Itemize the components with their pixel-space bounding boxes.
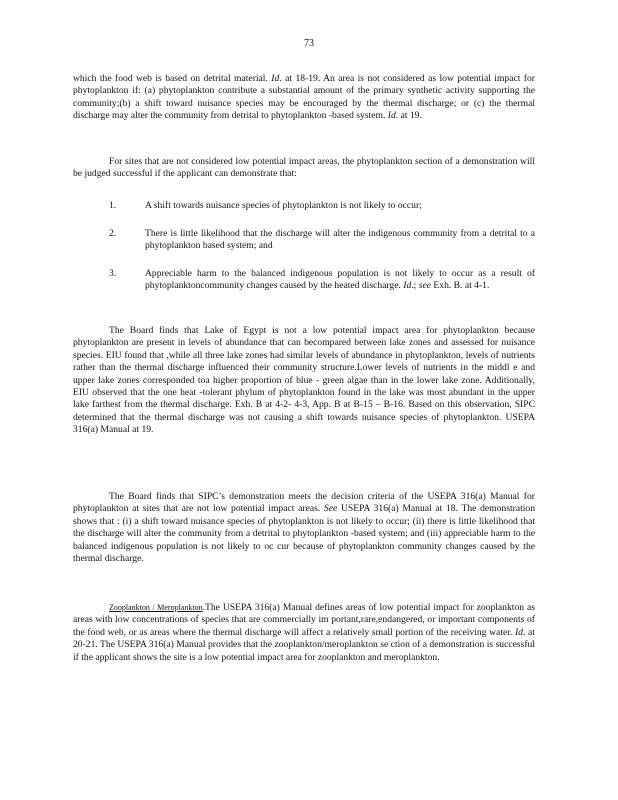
list-item-text-block <box>145 268 535 293</box>
section-heading-zooplankton: Zooplankton / Meroplankton <box>109 603 203 612</box>
list-item-text: There is little likelihood that the discharge will alter the indigenous community from a detrital to a phytoplankton based system; and <box>145 228 535 252</box>
p5-id-cite: Id <box>514 626 523 638</box>
p2-text: For sites that are not considered low potential impact areas, the phytoplankton section of a demonstration will be judged successful if the applicant can demonstrate that: <box>73 156 535 180</box>
p1-after-cite: . at 18-19. An area is not considered as low potential impact for phytoplankton if: (a) phytoplankton contribute a substantial amount of the primary synthetic activity supporting the community;(b) a shift toward nuisance species may be encouraged by the thermal discharge; or (c) the thermal discharge may alter the community from detrital to phytoplankton -based system. <box>73 73 535 122</box>
paragraph-sipc-demonstration-finding <box>73 491 535 565</box>
list-item-text: Appreciable harm to the balanced indigenous population is not likely to occur as a result of phytoplanktoncommunity changes caused by the heated discharge. <box>145 268 535 292</box>
paragraph-detrital-food-web <box>73 73 535 123</box>
list-item-mid: .; <box>411 280 417 292</box>
p1-text: which the food web is based on detrital material. <box>73 73 268 84</box>
p4-text: The Board finds that SIPC’s demonstration meets the decision criteria of the USEPA 316(a) Manual for phytoplankton at sites that are not low potential impact areas. <box>73 491 535 515</box>
list-item-end: Exh. B. at 4-1. <box>433 280 490 292</box>
paragraph-demonstration-criteria <box>73 156 535 181</box>
paragraph-lake-of-egypt-finding <box>73 325 535 437</box>
list-item-see: see <box>418 280 431 292</box>
page-number: 73 <box>304 38 314 49</box>
p1-id-cite-2: Id <box>387 110 396 122</box>
p5-rest: . at 20-21. The USEPA 316(a) Manual provides that the zooplankton/meroplankton se ction of a demonstration is successful if the applicant shows the site is a low potential impact area for zooplankton and meroplankton. <box>73 626 535 663</box>
list-item-number: 1. <box>109 200 117 211</box>
p4-see: See <box>323 503 338 515</box>
list-item-id-cite: Id <box>403 280 412 292</box>
list-item-number: 2. <box>109 228 117 239</box>
p3-text: The Board finds that Lake of Egypt is not a low potential impact area for phytoplankton because phytoplankton are present in levels of abundance that can becompared between lake zones and assessed for nuisance species. EIU found that ,while all three lake zones had similar levels of abundance in phytoplankton, levels of nutrients rather than the thermal discharge influenced their community structure.Lower levels of nutrients in the middl e and upper lake zones corresponded toa higher proportion of blue - green algae than in the lower lake zone. Additionally, EIU observed that the one heat -tolerant phylum of phytoplankton found in the lake was most abundant in the upper lake farthest from the thermal discharge. Exh. B at 4-2- 4-3, App. B at B-15 – B-16. Based on this observation, SIPC determined that the thermal discharge was not causing a shift towards nuisance species of phytoplankton. USEPA 316(a) Manual at 19. <box>73 325 535 436</box>
p5-text: .The USEPA 316(a) Manual defines areas of low potential impact for zooplankton as areas with low concentrations of species that are commercially im portant,rare,endangered, or important components of the food web, or as areas where the thermal discharge will affect a relatively small portion of the receiving water. <box>73 602 536 638</box>
paragraph-zooplankton-meroplankton <box>73 602 535 664</box>
p1-end: . at 19. <box>395 110 422 122</box>
p4-rest: USEPA 316(a) Manual at 18. The demonstration shows that : (i) a shift toward nuisance species of phytoplankton is not likely to occur; (ii) there is little likelihood that the discharge will alter the community from a detrital to phytoplankton -based system; and (iii) appreciable harm to the balanced indigenous population is not likely to oc cur because of phytoplankton community changes caused by the thermal discharge. <box>73 503 536 565</box>
list-item-number: 3. <box>109 268 117 279</box>
list-item-text: A shift towards nuisance species of phytoplankton is not likely to occur; <box>145 200 422 211</box>
p1-id-cite: Id <box>271 73 280 84</box>
